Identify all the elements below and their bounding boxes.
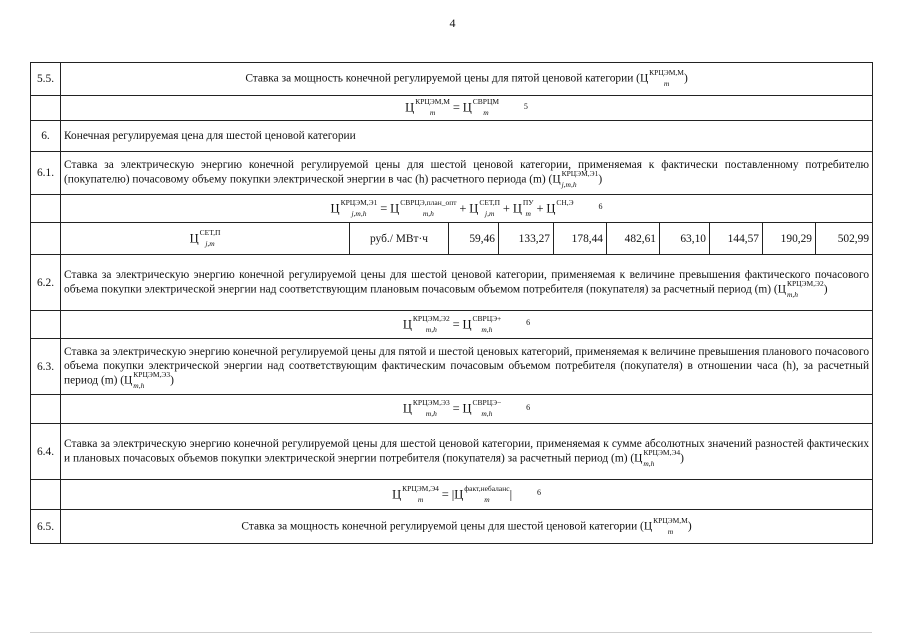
table-row: [31, 152, 873, 195]
paren-close: ): [680, 452, 684, 465]
table-row: [31, 121, 873, 152]
formula-row: [31, 96, 873, 121]
value-cell: 59,46: [449, 223, 499, 255]
formula-superscript: КРЦЭМ,Э2: [412, 313, 450, 323]
equals-sign: =: [380, 201, 388, 215]
paren-close: ): [687, 520, 692, 533]
footnote-marker: 6: [536, 488, 541, 498]
formula-row: [31, 395, 873, 424]
formula-subscript: m,h: [425, 409, 437, 418]
row-number: 6.: [31, 121, 61, 152]
formula-subscript: m: [429, 108, 436, 117]
paren-close: ): [598, 173, 603, 186]
row-text: Конечная регулируемая цена для шестой ценовой категории: [61, 121, 873, 152]
footnote-marker: 6: [598, 202, 603, 212]
row-text: [61, 339, 873, 395]
row-number: 6.1.: [31, 152, 61, 195]
values-row: [31, 223, 873, 255]
footnote-marker: 6: [526, 402, 531, 412]
abs-bar-left: |: [451, 487, 455, 501]
formula-symbol: Ц: [330, 201, 340, 215]
formula-superscript: КРЦЭМ,М: [415, 97, 450, 106]
paren-close: ): [170, 374, 174, 387]
symbol-superscript: КРЦЭМ,Э2: [786, 278, 824, 288]
footnote-marker: 6: [526, 318, 531, 328]
formula-superscript: КРЦЭМ,Э1: [340, 197, 378, 207]
value-cell: 133,27: [499, 223, 554, 255]
plus-sign: +: [536, 201, 544, 215]
row-text: [61, 424, 873, 480]
row-text-content: Ставка за мощность конечной регулируемой цены для пятой ценовой категории (Ц: [245, 72, 649, 85]
row-text: [61, 255, 873, 311]
formula-subscript: m: [417, 494, 424, 504]
symbol-superscript: КРЦЭМ,Э4: [643, 447, 681, 457]
formula-superscript: СВРЦМ: [472, 97, 500, 106]
value-cell: 178,44: [554, 223, 607, 255]
price-symbol: [653, 515, 688, 536]
row-text: [61, 510, 873, 544]
table-row: [31, 255, 873, 311]
row-text-content: Ставка за электрическую энергию конечной регулируемой цены для пятой и шестой ценовых категорий, применяемая к величине превышения планового почасового объема покупки электрической энергии над соответствующим фактическим почасовым объемом потребителя (покупателя) в отношении часа (h), за расчетный период (m) (Ц: [64, 345, 870, 387]
formula-subscript: j,m,h: [351, 208, 367, 218]
table-row: [31, 424, 873, 480]
table-row: [31, 63, 873, 96]
formula-superscript: СЕТ,П: [199, 227, 221, 237]
row-number: 6.5.: [31, 510, 61, 544]
formula-symbol: Ц: [392, 487, 402, 501]
value-cell: 144,57: [710, 223, 763, 255]
formula-subscript: m: [484, 494, 490, 504]
formula-superscript: СВРЦЭ+: [472, 313, 502, 323]
symbol-subscript: m,h: [133, 380, 145, 390]
symbol-superscript: КРЦЭМ,М: [649, 68, 684, 77]
formula-symbol: Ц: [405, 100, 415, 115]
row-text-content: Ставка за мощность конечной регулируемой цены для шестой ценовой категории (Ц: [241, 520, 653, 533]
price-symbol: [786, 278, 824, 299]
formula-row: [31, 195, 873, 223]
price-symbol: [649, 68, 684, 88]
formula-subscript: m,h: [481, 409, 493, 418]
formula: [61, 480, 873, 510]
row-text-content: Ставка за электрическую энергию конечной регулируемой цены для шестой ценовой категории, применяемая к сумме абсолютных значений разностей фактических и плановых почасовых объемов покупки электрической энергии потребителя (покупателя) за расчетный период (m) (Ц: [64, 437, 870, 465]
formula-symbol: Ц: [390, 201, 400, 215]
symbol-superscript: КРЦЭМ,М: [653, 515, 688, 525]
row-text: [61, 152, 873, 195]
formula-subscript: m: [483, 108, 489, 117]
paren-close: ): [823, 283, 828, 296]
formula-symbol: Ц: [469, 201, 479, 215]
row-number: 5.5.: [31, 63, 61, 96]
formula-superscript: СВРЦЭ−: [472, 398, 502, 407]
plus-sign: +: [502, 201, 510, 215]
row-text-content: Ставка за электрическую энергию конечной регулируемой цены для шестой ценовой категории, применяемая к фактически поставленному потребителю (покупателю) почасовому объему покупки электрической энергии в час (h) расчетного периода (m) (Ц: [64, 159, 870, 186]
formula-symbol: Ц: [402, 317, 412, 331]
equals-sign: =: [441, 487, 449, 501]
table-row: [31, 339, 873, 395]
formula-symbol: Ц: [462, 317, 472, 331]
formula: [61, 195, 873, 223]
equals-sign: =: [452, 100, 460, 115]
symbol-superscript: КРЦЭМ,Э3: [133, 369, 171, 379]
page-number: 4: [449, 16, 456, 30]
price-symbol: [561, 169, 599, 189]
value-cell: 190,29: [763, 223, 816, 255]
formula-row: [31, 311, 873, 339]
table-row: [31, 510, 873, 544]
page-bottom-edge: [30, 632, 872, 633]
formula-subscript: j,m: [484, 208, 495, 218]
formula-subscript: m,h: [425, 324, 437, 334]
formula: [61, 96, 873, 121]
abs-bar-right: |: [509, 487, 513, 501]
formula-superscript: КРЦЭМ,Э4: [402, 483, 439, 493]
price-symbol: [643, 447, 681, 468]
unit-cell: руб./ МВт·ч: [350, 223, 449, 255]
symbol-subscript: m,h: [643, 458, 655, 468]
price-symbol: [133, 369, 171, 390]
symbol-subscript: j,m,h: [561, 180, 577, 189]
value-cell: 482,61: [607, 223, 660, 255]
formula-subscript: m,h: [422, 208, 434, 218]
row-number: 6.4.: [31, 424, 61, 480]
formula-superscript: СН,Э: [556, 197, 574, 207]
row-text: [61, 63, 873, 96]
formula-symbol: Ц: [402, 401, 412, 416]
formula-superscript: СЕТ,П: [479, 197, 501, 207]
formula: [61, 311, 873, 339]
symbol-superscript: КРЦЭМ,Э1: [561, 169, 599, 178]
value-label: [61, 223, 350, 255]
formula-symbol: Ц: [454, 487, 464, 501]
formula-symbol: Ц: [512, 201, 522, 215]
row-number: 6.2.: [31, 255, 61, 311]
formula-subscript: j,m: [205, 238, 215, 248]
value-cell: 502,99: [816, 223, 873, 255]
formula-subscript: m,h: [481, 324, 493, 334]
plus-sign: +: [459, 201, 467, 215]
formula-symbol: Ц: [546, 201, 556, 215]
equals-sign: =: [452, 317, 460, 331]
formula-symbol: Ц: [462, 401, 472, 416]
formula-superscript: КРЦЭМ,Э3: [412, 398, 450, 407]
formula-superscript: ПУ: [522, 197, 534, 207]
formula-subscript: m: [525, 208, 531, 218]
formula-symbol: Ц: [189, 231, 199, 245]
symbol-subscript: m,h: [786, 289, 798, 299]
row-number: 6.3.: [31, 339, 61, 395]
tariff-table: [30, 62, 873, 544]
value-cell: 63,10: [660, 223, 710, 255]
formula-superscript: факт,небаланс: [464, 483, 510, 493]
formula: [61, 395, 873, 424]
formula-symbol: Ц: [462, 100, 472, 115]
paren-close: ): [683, 72, 688, 85]
equals-sign: =: [452, 401, 460, 416]
symbol-subscript: m: [663, 79, 670, 88]
row-text-content: Ставка за электрическую энергию конечной регулируемой цены для шестой ценовой категории, применяемая к величине превышения фактического почасового объема покупки электрической энергии над соответствующим плановым почасовым объемом потребителя (покупателя) за расчетный период (m) (Ц: [64, 268, 870, 296]
symbol-subscript: m: [667, 526, 674, 536]
footnote-marker: 5: [523, 101, 528, 111]
formula-superscript: СВРЦЭ,план_опт: [400, 197, 457, 207]
formula-row: [31, 480, 873, 510]
